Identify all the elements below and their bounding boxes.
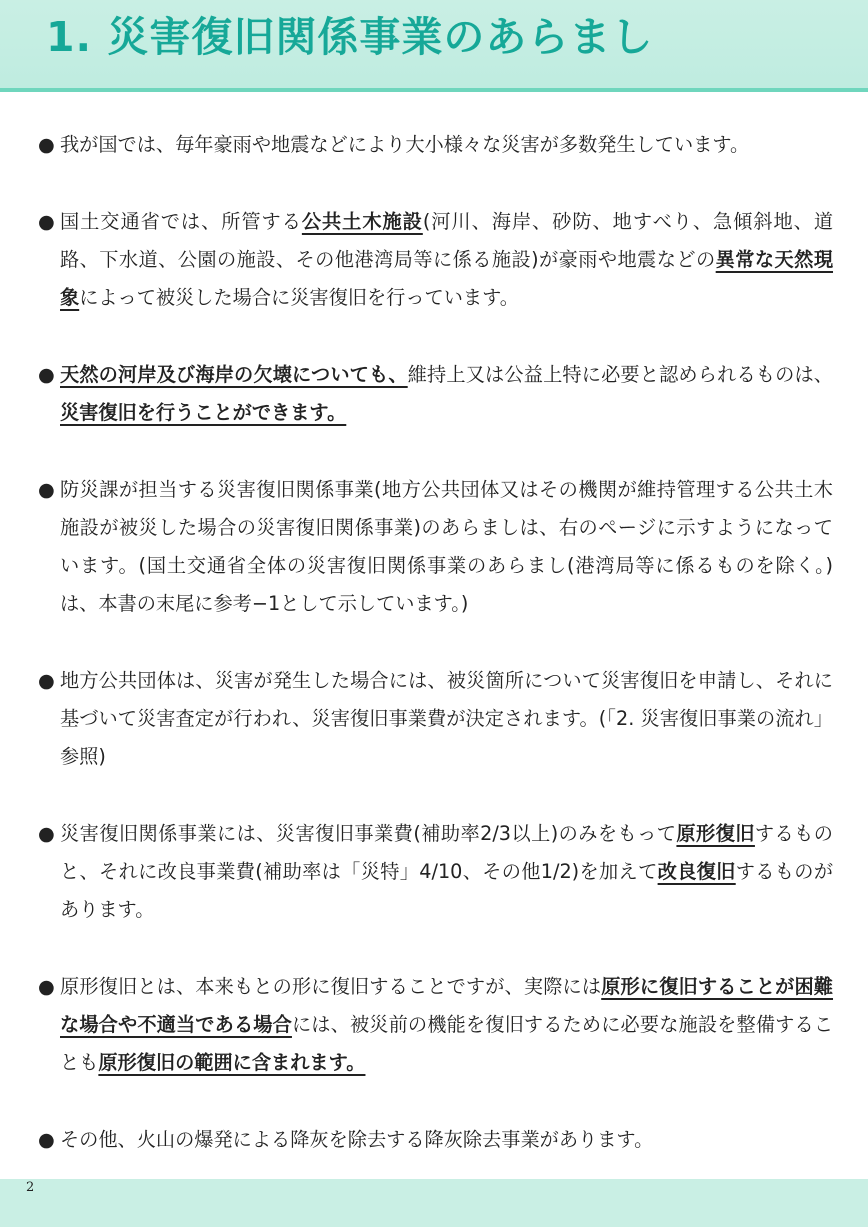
paragraph (38, 662, 833, 776)
paragraph-text: によって被災した場合に災害復旧を行っています。 (79, 286, 519, 309)
paragraph-text: その他、火山の爆発による降灰を除去する降灰除去事業があります。 (60, 1128, 654, 1151)
paragraph (38, 471, 833, 623)
paragraph (38, 968, 833, 1082)
paragraph-text: 災害復旧関係事業には、災害復旧事業費(補助率2/3以上)のみをもって (60, 822, 677, 845)
paragraph-text: 国土交通省では、所管する (60, 210, 302, 233)
paragraph-gap (38, 623, 833, 662)
page-title: 1. 災害復旧関係事業のあらまし (46, 13, 654, 61)
paragraph-text: (河川、海岸、砂防、地すべり、急傾斜地、道路、下水道、公園の施設、その他港湾局等に係る施設)が豪雨や地震などの (60, 210, 834, 271)
bullet-icon: ● (38, 210, 55, 233)
paragraph-gap (38, 164, 833, 203)
bullet-icon: ● (38, 669, 55, 692)
paragraph-gap (38, 432, 833, 471)
emphasized-text: 天然の河岸及び海岸の欠壊についても、 (60, 363, 408, 386)
paragraph-gap (38, 317, 833, 356)
emphasized-text: 公共土木施設 (301, 210, 423, 233)
emphasized-text: 原形に復旧することが困難な場合や不適当である場合 (60, 975, 834, 1036)
emphasized-text: 異常な天然現象 (60, 248, 834, 309)
paragraph-text: するものがあります。 (60, 860, 834, 921)
body-content (38, 126, 833, 1159)
paragraph-text: 原形復旧とは、本来もとの形に復旧することですが、実際には (60, 975, 602, 998)
emphasized-text: 災害復旧を行うことができます。 (60, 401, 347, 424)
emphasized-text: 原形復旧 (676, 822, 755, 845)
footer-band (0, 1179, 868, 1227)
bullet-icon: ● (38, 822, 55, 845)
bullet-icon: ● (38, 363, 55, 386)
emphasized-text: 原形復旧の範囲に含まれます。 (98, 1051, 366, 1074)
paragraph-text: 我が国では、毎年豪雨や地震などにより大小様々な災害が多数発生しています。 (60, 133, 750, 156)
bullet-icon: ● (38, 133, 55, 156)
paragraph-gap (38, 776, 833, 815)
paragraph-text: 維持上又は公益上特に必要と認められるものは、 (407, 363, 833, 386)
paragraph-text: 地方公共団体は、災害が発生した場合には、被災箇所について災害復旧を申請し、それに基づいて災害査定が行われ、災害復旧事業費が決定されます。(「2. 災害復旧事業の流れ」参照) (60, 669, 833, 768)
paragraph (38, 1121, 833, 1159)
paragraph-gap (38, 929, 833, 968)
paragraph-gap (38, 1082, 833, 1121)
paragraph (38, 126, 833, 164)
page-number: 2 (26, 1180, 35, 1195)
paragraph (38, 356, 833, 432)
bullet-icon: ● (38, 975, 55, 998)
paragraph-text: には、被災前の機能を復旧するために必要な施設を整備することも (60, 1013, 834, 1074)
bullet-icon: ● (38, 478, 55, 501)
paragraph-text: 防災課が担当する災害復旧関係事業(地方公共団体又はその機関が維持管理する公共土木施設が被災した場合の災害復旧関係事業)のあらましは、右のページに示すようになっています。(国土交通省全体の災害復旧関係事業のあらまし(港湾局等に係るものを除く。)は、本書の末尾に参考−1として示しています。) (60, 478, 833, 615)
header-divider (0, 88, 868, 92)
paragraph (38, 203, 833, 317)
paragraph (38, 815, 833, 929)
emphasized-text: 改良復旧 (657, 860, 736, 883)
paragraph-text: するものと、それに改良事業費(補助率は「災特」4/10、その他1/2)を加えて (60, 822, 833, 883)
bullet-icon: ● (38, 1128, 55, 1151)
